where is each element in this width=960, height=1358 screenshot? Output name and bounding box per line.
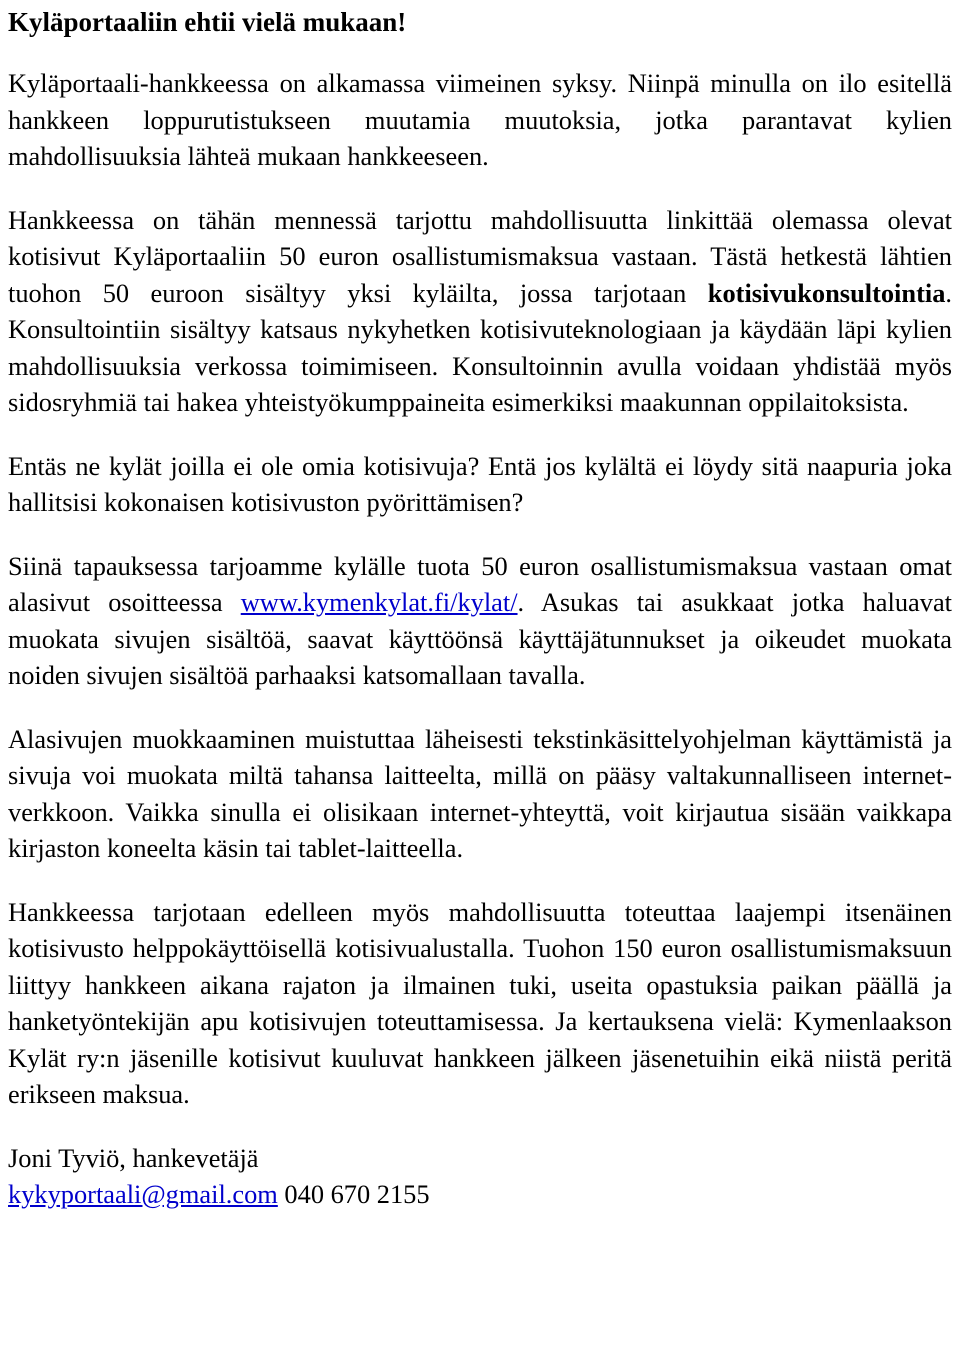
paragraph-subpages-text-b: . Asukas tai asukkaat jotka haluavat muokata sivujen sisältöä, saavat käyttöönsä käyttäjätunnukset ja oikeudet muokata noiden sivujen sisältöä parhaaksi katsomallaan tavalla. (8, 587, 953, 690)
signature (8, 1140, 952, 1213)
paragraph-subpages-text-a: Siinä tapauksessa tarjoamme kylälle tuota 50 euron osallistumismaksua vastaan omat alasivut osoitteessa (8, 550, 952, 617)
paragraph-consulting-text-b: . Konsultointiin sisältyy katsaus nykyhetken kotisivuteknologiaan ja käydään läpi kylien mahdollisuuksia verkossa toimimiseen. Konsultoinnin avulla voidaan yhdistää myös sidosryhmiä tai hakea yhteistyökumppaineita esimerkiksi maakunnan oppilaitoksista. (8, 277, 952, 417)
paragraph-consulting-bold: kotisivukonsultointia (707, 277, 946, 308)
paragraph-subpages (8, 548, 952, 694)
page-title: Kyläportaaliin ehtii vielä mukaan! (8, 7, 407, 37)
signature-name: Joni Tyviö, hankevetäjä (8, 1142, 259, 1173)
paragraph-full-site: Hankkeessa tarjotaan edelleen myös mahdollisuutta toteuttaa laajempi itsenäinen kotisivusto helppokäyttöisellä kotisivualustalla. Tuohon 150 euron osallistumismaksuun liittyy hankkeen aikana rajaton ja ilmainen tuki, useita opastuksia paikan päällä ja hanketyöntekijän apu kotisivujen toteuttamisessa. Ja kertauksena vielä: Kymenlaakson Kylät ry:n jäsenille kotisivut kuuluvat hankkeen jälkeen jäsenetuihin eikä niistä peritä erikseen maksua. (8, 896, 952, 1109)
paragraph-intro: Kyläportaali-hankkeessa on alkamassa viimeinen syksy. Niinpä minulla on ilo esitellä hankkeen loppurutistukseen muutamia muutoksia, jotka parantavat kylien mahdollisuuksia lähteä mukaan hankkeeseen. (8, 68, 952, 171)
paragraph-editing: Alasivujen muokkaaminen muistuttaa läheisesti tekstinkäsittelyohjelman käyttämistä ja sivuja voi muokata miltä tahansa laitteelta, millä on pääsy valtakunnalliseen internet-verkkoon. Vaikka sinulla ei olisikaan internet-yhteyttä, voit kirjautua sisään vaikkapa kirjaston koneelta käsin tai tablet-laitteella. (8, 723, 952, 863)
paragraph-consulting-text-a: Hankkeessa on tähän mennessä tarjottu mahdollisuutta linkittää olemassa olevat kotisivut Kyläportaaliin 50 euron osallistumismaksua vastaan. Tästä hetkestä lähtien tuohon 50 euroon sisältyy yksi kyläilta, jossa tarjotaan (8, 204, 952, 308)
kymenkylat-link[interactable]: www.kymenkylat.fi/kylat/ (240, 587, 518, 617)
email-link[interactable]: kykyportaali@gmail.com (8, 1179, 278, 1209)
paragraph-consulting (8, 202, 952, 421)
signature-phone: 040 670 2155 (277, 1179, 430, 1209)
paragraph-question: Entäs ne kylät joilla ei ole omia kotisivuja? Entä jos kylältä ei löydy sitä naapuria joka hallitsisi kokonaisen kotisivuston pyörittämisen? (8, 450, 952, 517)
